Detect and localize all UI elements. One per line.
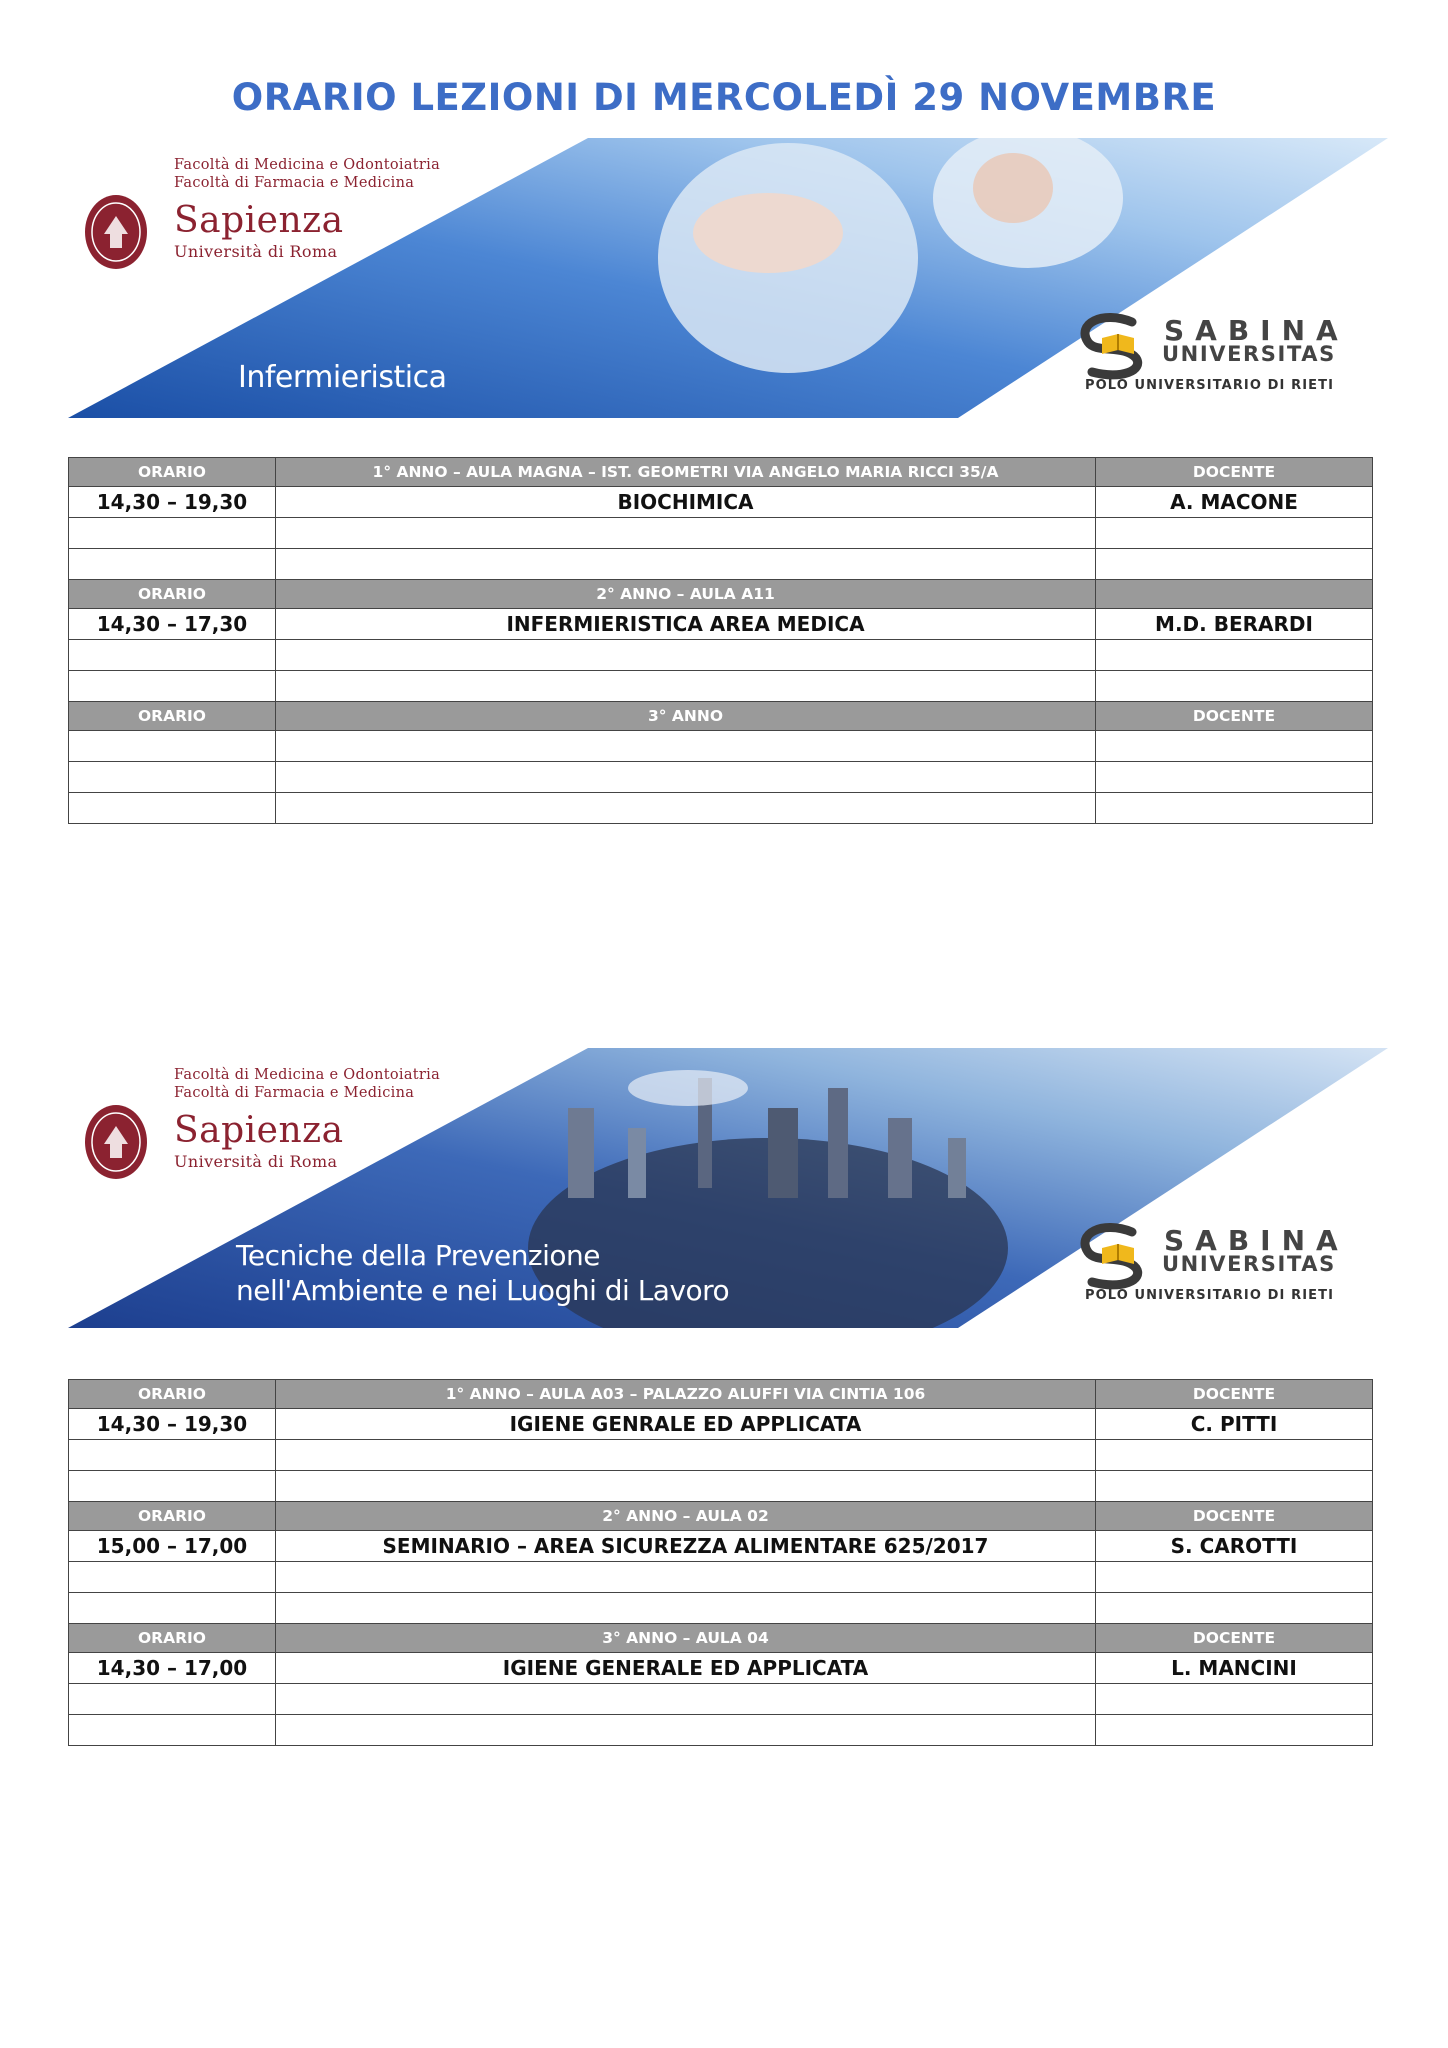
page-title: ORARIO LEZIONI DI MERCOLEDÌ 29 NOVEMBRE: [231, 76, 1217, 119]
table-row: [69, 518, 1373, 549]
cell-teacher: [1096, 793, 1373, 824]
cell-time: 14,30 – 19,30: [69, 487, 276, 518]
cell-time: 14,30 – 17,00: [69, 1653, 276, 1684]
course-name-line-1: Tecniche della Prevenzione: [236, 1239, 601, 1272]
cell-teacher: L. MANCINI: [1096, 1653, 1373, 1684]
table-row: [69, 1562, 1373, 1593]
cell-time: [69, 549, 276, 580]
cell-subject: [276, 1440, 1096, 1471]
sabina-name: SABINA: [1164, 314, 1349, 347]
cell-time: 15,00 – 17,00: [69, 1531, 276, 1562]
header-row-3anno: [69, 702, 1373, 731]
cell-teacher: [1096, 731, 1373, 762]
header-year-room: 3° ANNO – AULA 04: [276, 1624, 1096, 1653]
cell-time: [69, 671, 276, 702]
cell-teacher: [1096, 549, 1373, 580]
schedule-table-infermieristica: [68, 457, 1373, 824]
polo-tagline: POLO UNIVERSITARIO DI RIETI: [1085, 378, 1335, 393]
cell-time: [69, 1715, 276, 1746]
faculty-line-1: Facoltà di Medicina e Odontoiatria: [174, 157, 441, 173]
cell-subject: [276, 793, 1096, 824]
cell-teacher: S. CAROTTI: [1096, 1531, 1373, 1562]
cell-subject: IGIENE GENRALE ED APPLICATA: [276, 1409, 1096, 1440]
cell-teacher: [1096, 1684, 1373, 1715]
cell-teacher: [1096, 671, 1373, 702]
cell-subject: SEMINARIO – AREA SICUREZZA ALIMENTARE 625/2017: [276, 1531, 1096, 1562]
university-sub: Università di Roma: [174, 1152, 338, 1171]
cell-teacher: [1096, 1440, 1373, 1471]
cell-time: [69, 1593, 276, 1624]
cell-time: [69, 1440, 276, 1471]
cell-subject: [276, 1684, 1096, 1715]
header-row-2anno: [69, 580, 1373, 609]
sapienza-seal-icon: [84, 194, 148, 270]
cell-time: [69, 1471, 276, 1502]
table-row: [69, 793, 1373, 824]
sapienza-seal-icon: [84, 1104, 148, 1180]
cell-subject: [276, 671, 1096, 702]
header-docente: [1096, 580, 1373, 609]
cell-subject: [276, 762, 1096, 793]
table-row: [69, 1684, 1373, 1715]
table-row: [69, 1440, 1373, 1471]
header-row-3anno: [69, 1624, 1373, 1653]
header-orario: ORARIO: [69, 580, 276, 609]
cell-subject: BIOCHIMICA: [276, 487, 1096, 518]
cell-teacher: A. MACONE: [1096, 487, 1373, 518]
cell-teacher: [1096, 1471, 1373, 1502]
header-orario: ORARIO: [69, 458, 276, 487]
table-row: [69, 1715, 1373, 1746]
faculty-line-2: Facoltà di Farmacia e Medicina: [174, 1085, 415, 1101]
cell-teacher: [1096, 1562, 1373, 1593]
cell-teacher: [1096, 762, 1373, 793]
sabina-name: SABINA: [1164, 1224, 1349, 1257]
table-row: [69, 731, 1373, 762]
faculty-line-2: Facoltà di Farmacia e Medicina: [174, 175, 415, 191]
faculty-line-1: Facoltà di Medicina e Odontoiatria: [174, 1067, 441, 1083]
sabina-universitas: UNIVERSITAS: [1162, 342, 1336, 366]
university-name: Sapienza: [174, 1110, 344, 1151]
cell-time: 14,30 – 19,30: [69, 1409, 276, 1440]
cell-time: [69, 1562, 276, 1593]
table-row: [69, 762, 1373, 793]
table-row: [69, 549, 1373, 580]
header-year-room: 2° ANNO – AULA 02: [276, 1502, 1096, 1531]
table-row: [69, 640, 1373, 671]
header-docente: DOCENTE: [1096, 1502, 1373, 1531]
header-year-room: 2° ANNO – AULA A11: [276, 580, 1096, 609]
table-row: [69, 1531, 1373, 1562]
sabina-universitas: UNIVERSITAS: [1162, 1252, 1336, 1276]
table-row: [69, 1471, 1373, 1502]
header-docente: DOCENTE: [1096, 1624, 1373, 1653]
cell-subject: [276, 1562, 1096, 1593]
banner-infermieristica: [68, 138, 1388, 418]
cell-teacher: [1096, 1593, 1373, 1624]
cell-subject: [276, 731, 1096, 762]
cell-subject: [276, 1593, 1096, 1624]
sabina-logo-icon: [1072, 310, 1152, 380]
header-docente: DOCENTE: [1096, 1380, 1373, 1409]
cell-subject: [276, 518, 1096, 549]
header-orario: ORARIO: [69, 702, 276, 731]
cell-teacher: [1096, 1715, 1373, 1746]
cell-time: [69, 793, 276, 824]
cell-teacher: M.D. BERARDI: [1096, 609, 1373, 640]
polo-tagline: POLO UNIVERSITARIO DI RIETI: [1085, 1288, 1335, 1303]
header-row-1anno: [69, 458, 1373, 487]
header-year-room: 1° ANNO – AULA A03 – PALAZZO ALUFFI VIA CINTIA 106: [276, 1380, 1096, 1409]
cell-time: [69, 640, 276, 671]
university-name: Sapienza: [174, 200, 344, 241]
cell-time: [69, 518, 276, 549]
header-orario: ORARIO: [69, 1380, 276, 1409]
header-docente: DOCENTE: [1096, 458, 1373, 487]
header-docente: DOCENTE: [1096, 702, 1373, 731]
cell-teacher: C. PITTI: [1096, 1409, 1373, 1440]
table-row: [69, 1653, 1373, 1684]
header-row-2anno: [69, 1502, 1373, 1531]
cell-subject: IGIENE GENERALE ED APPLICATA: [276, 1653, 1096, 1684]
header-year-room: 3° ANNO: [276, 702, 1096, 731]
course-name-line-2: nell'Ambiente e nei Luoghi di Lavoro: [236, 1274, 730, 1307]
cell-subject: [276, 640, 1096, 671]
table-row: [69, 487, 1373, 518]
course-name: Infermieristica: [238, 360, 447, 395]
header-row-1anno: [69, 1380, 1373, 1409]
schedule-table-prevenzione: [68, 1379, 1373, 1746]
cell-teacher: [1096, 640, 1373, 671]
table-row: [69, 609, 1373, 640]
table-row: [69, 1409, 1373, 1440]
cell-time: [69, 731, 276, 762]
table-row: [69, 1593, 1373, 1624]
cell-teacher: [1096, 518, 1373, 549]
sabina-logo-icon: [1072, 1220, 1152, 1290]
cell-time: 14,30 – 17,30: [69, 609, 276, 640]
university-sub: Università di Roma: [174, 242, 338, 261]
cell-subject: [276, 549, 1096, 580]
cell-time: [69, 1684, 276, 1715]
header-orario: ORARIO: [69, 1502, 276, 1531]
banner-prevenzione: [68, 1048, 1388, 1328]
header-orario: ORARIO: [69, 1624, 276, 1653]
table-row: [69, 671, 1373, 702]
cell-time: [69, 762, 276, 793]
cell-subject: INFERMIERISTICA AREA MEDICA: [276, 609, 1096, 640]
cell-subject: [276, 1471, 1096, 1502]
cell-subject: [276, 1715, 1096, 1746]
header-year-room: 1° ANNO – AULA MAGNA – IST. GEOMETRI VIA ANGELO MARIA RICCI 35/A: [276, 458, 1096, 487]
